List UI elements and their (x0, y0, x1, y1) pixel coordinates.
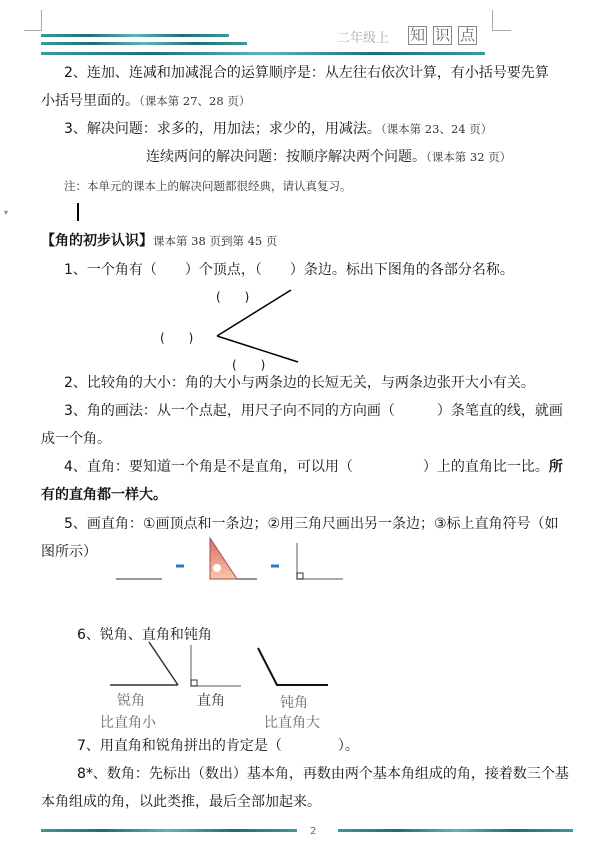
angle-types-diagram (100, 640, 360, 690)
text-line: 2、比较角的大小：角的大小与两条边的长短无关，与两条边张开大小有关。 (64, 375, 535, 391)
header-bar (41, 34, 229, 37)
right-angle-mark (191, 680, 197, 686)
right-angle-mark (297, 573, 303, 579)
text-line (64, 120, 492, 138)
text-line (41, 486, 167, 504)
page-number: 2 (310, 826, 317, 837)
footer-bar (338, 829, 573, 832)
right-label: 直角 (197, 693, 225, 709)
text-line: 本角组成的角，以此类推，最后全部加起来。 (41, 794, 321, 810)
text-line: 1、一个角有（ ）个顶点，（ ）条边。标出下图角的各部分名称。 (64, 262, 514, 278)
bold-text: 所 (548, 459, 563, 475)
text-line: 8*、数角：先标出（数出）基本角，再数由两个基本角组成的角，接着数三个基 (77, 766, 569, 782)
heading: 【角的初步认识】 (41, 233, 153, 249)
text-line (64, 458, 563, 476)
page-ref: （课本第 27、28 页） (139, 94, 251, 108)
triangle-ruler-icon (210, 538, 237, 579)
obtuse-angle (258, 648, 328, 685)
footer-bar (41, 829, 297, 832)
text-line: 7、用直角和锐角拼出的肯定是（ ）。 (77, 738, 359, 754)
text: 3、解决问题：求多的，用加法；求少的，用减法。 (64, 121, 381, 137)
text-line (41, 92, 250, 110)
text-line: 3、角的画法：从一个点起，用尺子向不同的方向画（ ）条笔直的线，就画 (64, 403, 563, 419)
page-ref: 课本第 38 页到第 45 页 (153, 234, 278, 248)
text-line: 5、画直角：①画顶点和一条边；②用三角尺画出另一条边；③标上直角符号（如 (64, 516, 559, 532)
acute-angle (110, 642, 178, 685)
text-cursor (77, 203, 79, 221)
crop-mark (24, 10, 42, 31)
ruler-hole (213, 564, 221, 572)
right-angle (297, 543, 343, 579)
page-ref: （课本第 32 页） (426, 150, 512, 164)
note: 注：本单元的课本上的解决问题都很经典，请认真复习。 (64, 179, 352, 193)
crop-mark (492, 10, 511, 31)
obtuse-desc: 比直角大 (264, 715, 320, 731)
obtuse-label: 钝角 (280, 695, 308, 711)
draw-right-angle-steps (110, 535, 350, 585)
text-line: 成一个角。 (41, 431, 111, 447)
text: 小括号里面的。 (41, 93, 139, 109)
blank-side: ( ) (232, 358, 266, 372)
title-char: 识 (435, 26, 451, 44)
header-bar (41, 42, 247, 45)
right-angle (191, 645, 241, 686)
text-line (146, 148, 511, 166)
acute-label: 锐角 (117, 693, 145, 709)
header-title (402, 26, 477, 45)
section-heading (41, 232, 277, 250)
text-line: 图所示） (41, 544, 97, 560)
acute-desc: 比直角小 (100, 715, 156, 731)
title-char: 点 (460, 26, 476, 44)
title-char: 知 (410, 26, 426, 44)
text: 4、直角：要知道一个角是不是直角，可以用（ ）上的直角比一比。 (64, 459, 549, 475)
header-grade: 二年级上 (337, 31, 390, 46)
blank-side: ( ) (216, 290, 250, 304)
text: 连续两问的解决问题：按顺序解决两个问题。 (146, 149, 426, 165)
text-line: 2、连加、连减和加减混合的运算顺序是：从左往右依次计算，有小括号要先算 (64, 65, 549, 81)
text-line: 6、锐角、直角和钝角 (77, 627, 212, 643)
blank-vertex: ( ) (160, 331, 194, 345)
header-bar (41, 52, 485, 55)
margin-marker-icon: ▾ (4, 208, 9, 217)
bold-text: 有的直角都一样大。 (41, 487, 167, 503)
page-ref: （课本第 23、24 页） (380, 122, 493, 136)
